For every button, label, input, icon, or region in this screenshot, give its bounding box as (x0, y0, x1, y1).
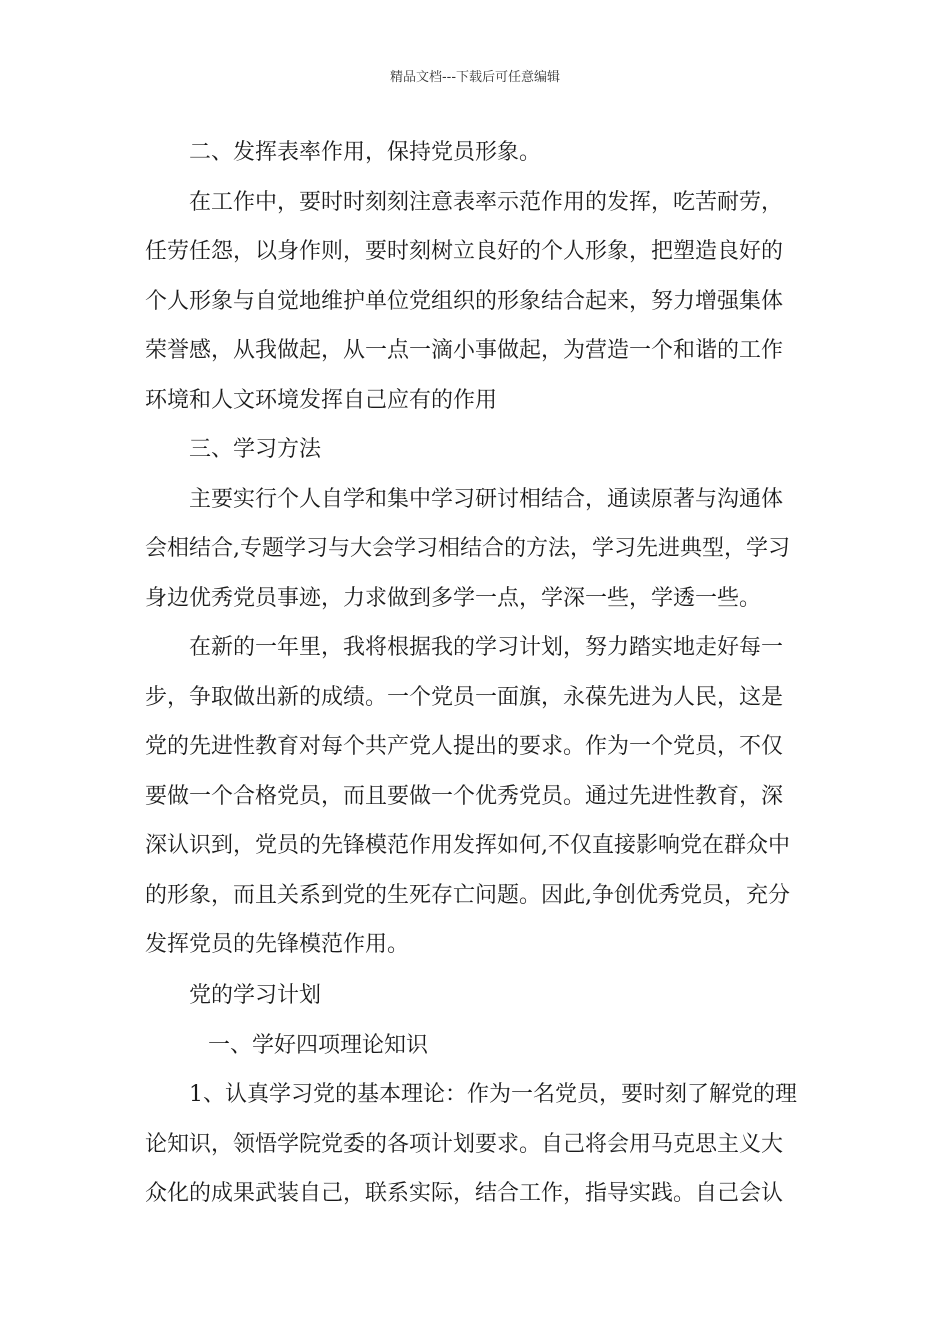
text-line: 会相结合,专题学习与大会学习相结合的方法，学习先进典型，学习 (145, 536, 790, 561)
text-line: 二、发挥表率作用，保持党员形象。 (189, 140, 542, 165)
text-line: 荣誉感，从我做起，从一点一滴小事做起，为营造一个和谐的工作 (145, 338, 784, 363)
text-line: 党的学习计划 (189, 983, 322, 1008)
document-body (145, 128, 807, 1219)
text-line: 主要实行个人自学和集中学习研讨相结合，通读原著与沟通体 (189, 486, 784, 512)
text-line: 一、学好四项理论知识 (208, 1032, 429, 1058)
text-line: 深认识到，党员的先锋模范作用发挥如何,不仅直接影响党在群众中 (145, 833, 790, 858)
text-line: 个人形象与自觉地维护单位党组织的形象结合起来，努力增强集体 (145, 288, 784, 314)
text-line: 党的先进性教育对每个共产党人提出的要求。作为一个党员，不仅 (145, 734, 784, 759)
text-line: 身边优秀党员事迹，力求做到多学一点，学深一些，学透一些。 (145, 585, 762, 611)
text-line: 在工作中，要时时刻刻注意表率示范作用的发挥，吃苦耐劳， (189, 189, 784, 215)
text-line: 1、认真学习党的基本理论：作为一名党员，要时刻了解党的理 (189, 1082, 797, 1107)
text-line: 步，争取做出新的成绩。一个党员一面旗，永葆先进为人民，这是 (145, 684, 784, 710)
page-header: 精品文档---下载后可任意编辑 (389, 70, 561, 85)
text-line: 的形象，而且关系到党的生死存亡问题。因此,争创优秀党员，充分 (145, 882, 790, 908)
text-line: 任劳任怨，以身作则，要时刻树立良好的个人形象，把塑造良好的 (145, 239, 784, 264)
text-line: 环境和人文环境发挥自己应有的作用 (145, 387, 498, 413)
text-line: 要做一个合格党员，而且要做一个优秀党员。通过先进性教育，深 (145, 783, 784, 809)
text-line: 在新的一年里，我将根据我的学习计划，努力踏实地走好每一 (189, 635, 784, 660)
text-line: 众化的成果武装自己，联系实际，结合工作，指导实践。自己会认 (145, 1181, 784, 1206)
text-line: 三、学习方法 (189, 437, 322, 462)
text-line: 论知识，领悟学院党委的各项计划要求。自己将会用马克思主义大 (145, 1131, 784, 1157)
text-line: 发挥党员的先锋模范作用。 (145, 932, 410, 957)
